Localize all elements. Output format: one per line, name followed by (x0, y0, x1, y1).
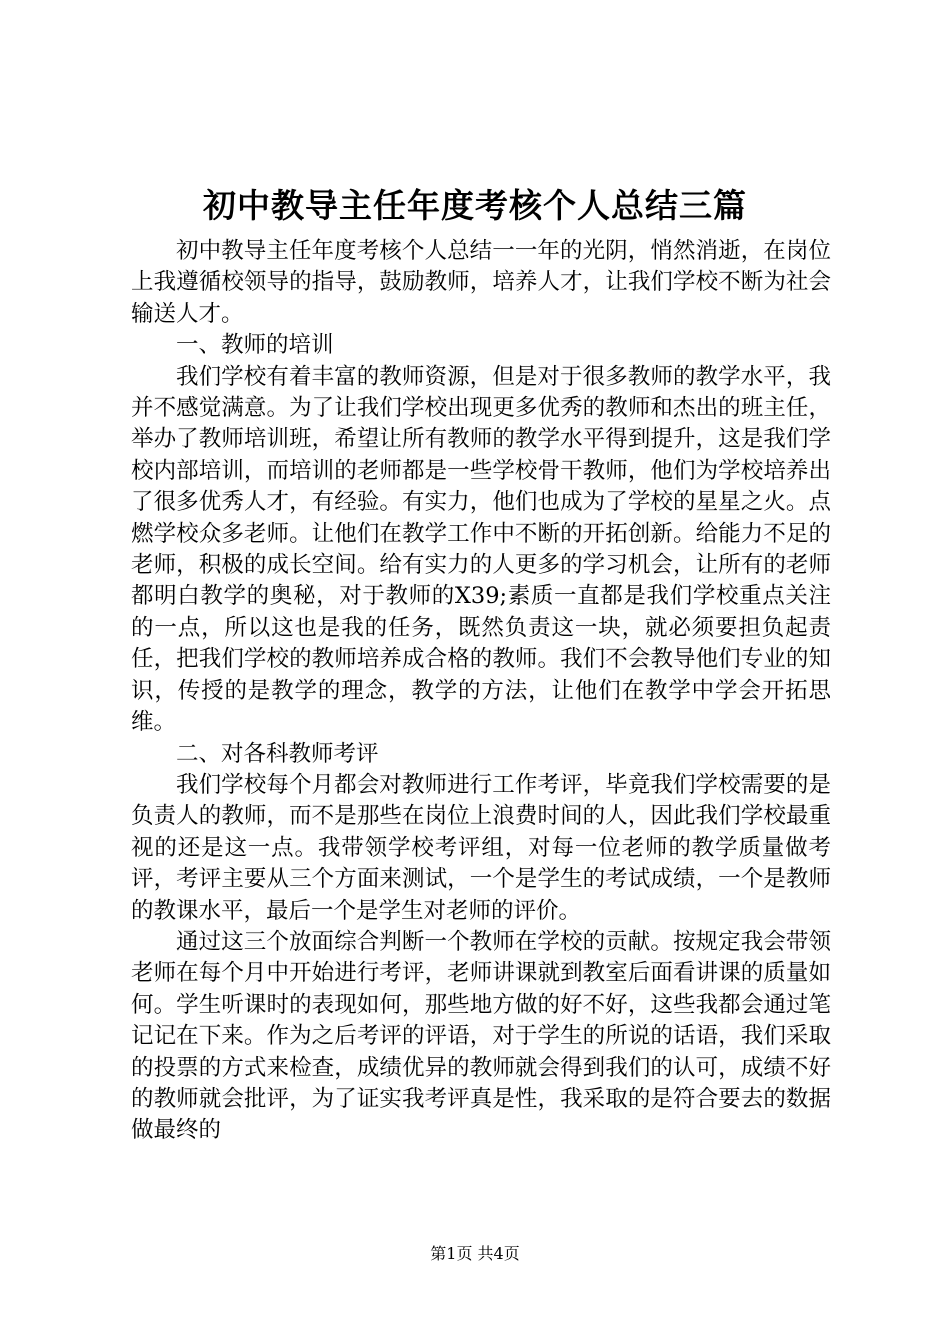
document-title: 初中教导主任年度考核个人总结三篇 (203, 186, 747, 225)
paragraph-evaluation: 我们学校每个月都会对教师进行工作考评，毕竟我们学校需要的是负责人的教师，而不是那些在岗位上浪费时间的人，因此我们学校最重视的还是这一点。我带领学校考评组，对每一位老师的教学质量做考评，考评主要从三个方面来测试，一个是学生的考试成绩，一个是教师的教课水平，最后一个是学生对老师的评价。 (131, 771, 831, 924)
paragraph-intro: 初中教导主任年度考核个人总结一一年的光阴，悄然消逝，在岗位上我遵循校领导的指导，鼓励教师，培养人才，让我们学校不断为社会输送人才。 (131, 238, 831, 327)
paragraph-evaluation-method: 通过这三个放面综合判断一个教师在学校的贡献。按规定我会带领老师在每个月中开始进行考评，老师讲课就到教室后面看讲课的质量如何。学生听课时的表现如何，那些地方做的好不好，这些我都会通过笔记记在下来。作为之后考评的评语，对于学生的所说的话语，我们采取的投票的方式来检查，成绩优异的教师就会得到我们的认可，成绩不好的教师就会批评，为了证实我考评真是性，我采取的是符合要去的数据做最终的 (131, 928, 831, 1144)
page-footer: 第1页 共4页 (430, 1244, 520, 1263)
document-body (131, 236, 831, 1147)
paragraph-teacher-training: 我们学校有着丰富的教师资源，但是对于很多教师的教学水平，我并不感觉满意。为了让我们学校出现更多优秀的教师和杰出的班主任，举办了教师培训班，希望让所有教师的教学水平得到提升，这是我们学校内部培训，而培训的老师都是一些学校骨干教师，他们为学校培养出了很多优秀人才，有经验。有实力，他们也成为了学校的星星之火。点燃学校众多老师。让他们在教学工作中不断的开拓创新。给能力不足的老师，积极的成长空间。给有实力的人更多的学习机会，让所有的老师都明白教学的奥秘，对于教师的X39;素质一直都是我们学校重点关注的一点，所以这也是我的任务，既然负责这一块，就必须要担负起责任，把我们学校的教师培养成合格的教师。我们不会教导他们专业的知识，传授的是教学的理念，教学的方法，让他们在教学中学会开拓思维。 (131, 363, 831, 736)
section-heading-teacher-training: 一、教师的培训 (176, 332, 334, 359)
section-heading-teacher-evaluation: 二、对各科教师考评 (176, 740, 379, 767)
